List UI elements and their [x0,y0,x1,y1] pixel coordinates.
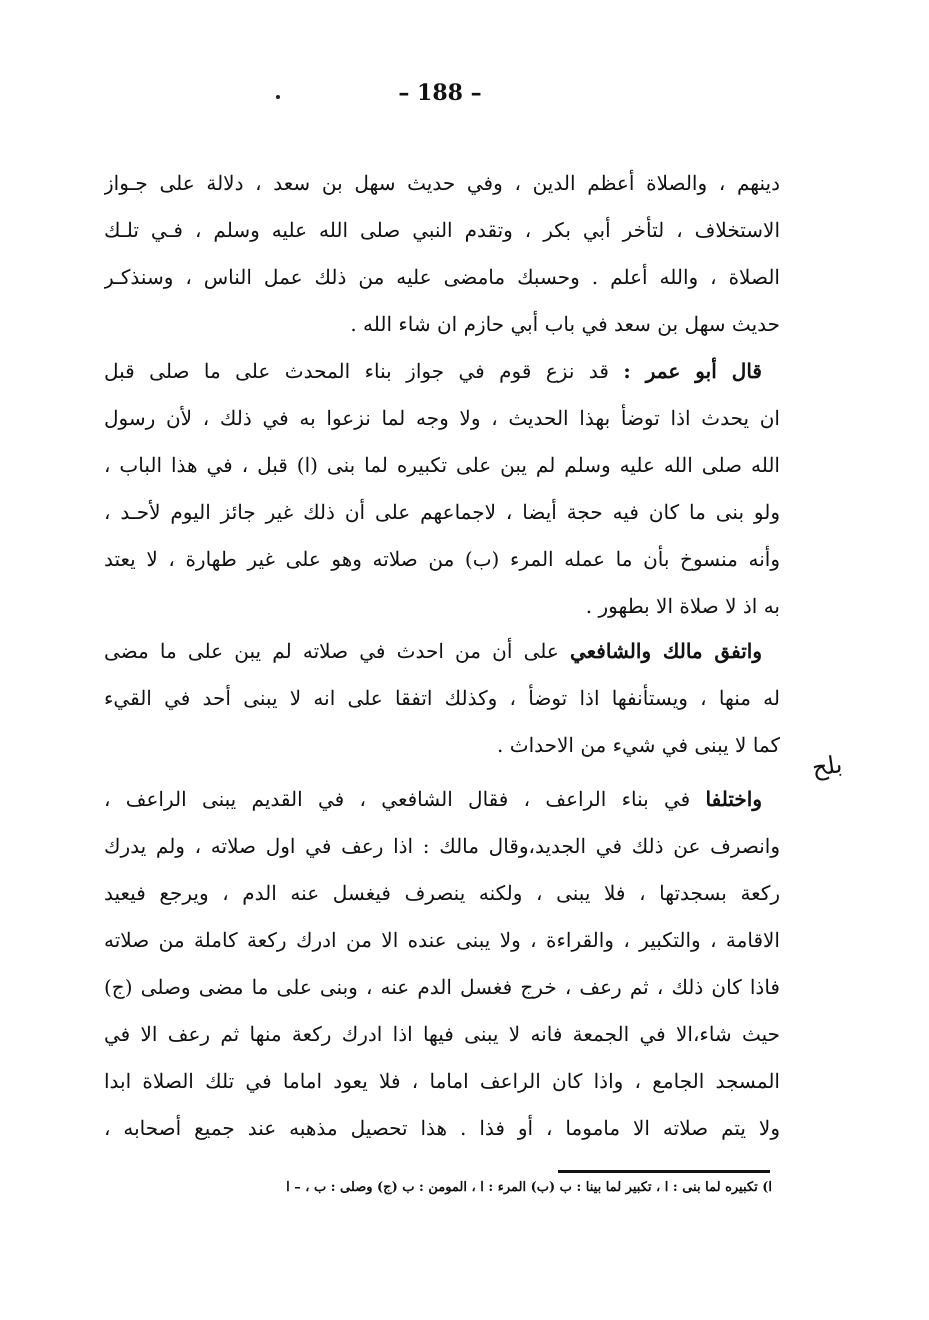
paragraph-3 [104,628,780,769]
text-line: ركعة بسجدتها ، فلا يبنى ، ولكنه ينصرف فيغسل عنه الدم ، ويرجع فيعيد [104,881,780,905]
paragraph-lead: قال أبو عمر : [623,359,762,383]
text-line: وانصرف عن ذلك في الجديد،وقال مالك : اذا رعف في اول صلاته ، ولم يدرك [104,834,780,858]
text-line: الله صلى الله عليه وسلم لم يبن على تكبيره لما بنى (ا) قبل ، في هذا الباب ، [104,453,780,477]
text-line [104,776,780,823]
page-number: – 188 – [398,80,482,106]
text-fragment: على أن من احدث في صلاته لم يبن على ما مضى [104,639,570,663]
text-line: الصلاة ، والله أعلم . وحسبك مامضى عليه من ذلك عمل الناس ، وسنذكـر [104,265,780,289]
text-line: دينهم ، والصلاة أعظم الدين ، وفي حديث سهل بن سعد ، دلالة على جـواز [104,171,780,195]
text-line: فاذا كان ذلك ، ثم رعف ، خرج فغسل الدم عنه ، وبنى على ما مضى وصلى (ج) [104,975,780,999]
text-line: ولا يتم صلاته الا ماموما ، أو فذا . هذا تحصيل مذهبه عند جميع أصحابه ، [104,1116,780,1140]
text-line: وأنه منسوخ بأن ما عمله المرء (ب) من صلاته وهو على غير طهارة ، لا يعتد [104,547,780,571]
paragraph-1 [104,160,780,348]
paragraph-4 [104,776,780,1152]
text-line: المسجد الجامع ، واذا كان الراعف اماما ، فلا يعود اماما في تلك الصلاة ابدا [104,1069,780,1093]
text-line: حديث سهل بن سعد في باب أبي حازم ان شاء الله . [350,312,780,336]
footnote-divider [558,1170,770,1173]
text-line: ولو بنى ما كان فيه حجة أيضا ، لاجماعهم على أن ذلك غير جائز اليوم لأحـد ، [104,500,780,524]
text-line: الاستخلاف ، لتأخر أبي بكر ، وتقدم النبي صلى الله عليه وسلم ، فـي تلـك [104,218,780,242]
text-line: كما لا يبنى في شيء من الاحداث . [497,733,780,757]
handwritten-margin-note: بلح [810,750,844,782]
text-line: الاقامة ، والتكبير ، والقراءة ، ولا يبنى عنده الا من ادرك ركعة كاملة من صلاته [104,928,780,952]
text-line: ان يحدث اذا توضأ بهذا الحديث ، ولا وجه لما نزعوا به في ذلك ، لأن رسول [104,406,780,430]
paragraph-lead: واختلفا [705,787,762,811]
text-line: له منها ، ويستأنفها اذا توضأ ، وكذلك اتفقا على انه لا يبنى أحد في القيء [104,686,780,710]
text-line [104,348,780,395]
footnote: ا) تكبيره لما بنى : ا ، تكبير لما بينا : ب (ب) المرء : ا ، المومن : ب (ج) وصلى : ب ، – ا [286,1180,772,1195]
text-fragment: قد نزع قوم في جواز بناء المحدث على ما صلى قبل [104,359,624,383]
text-line: به اذ لا صلاة الا بطهور . [585,594,780,618]
paragraph-2 [104,348,780,630]
text-fragment: في بناء الراعف ، فقال الشافعي ، في القديم يبنى الراعف ، [104,787,706,811]
text-line: حيث شاء،الا في الجمعة فانه لا يبنى فيها اذا ادرك ركعة منها ثم رعف الا في [104,1022,780,1046]
text-line [104,628,780,675]
speck-mark [276,95,280,99]
paragraph-lead: واتفق مالك والشافعي [569,639,762,663]
